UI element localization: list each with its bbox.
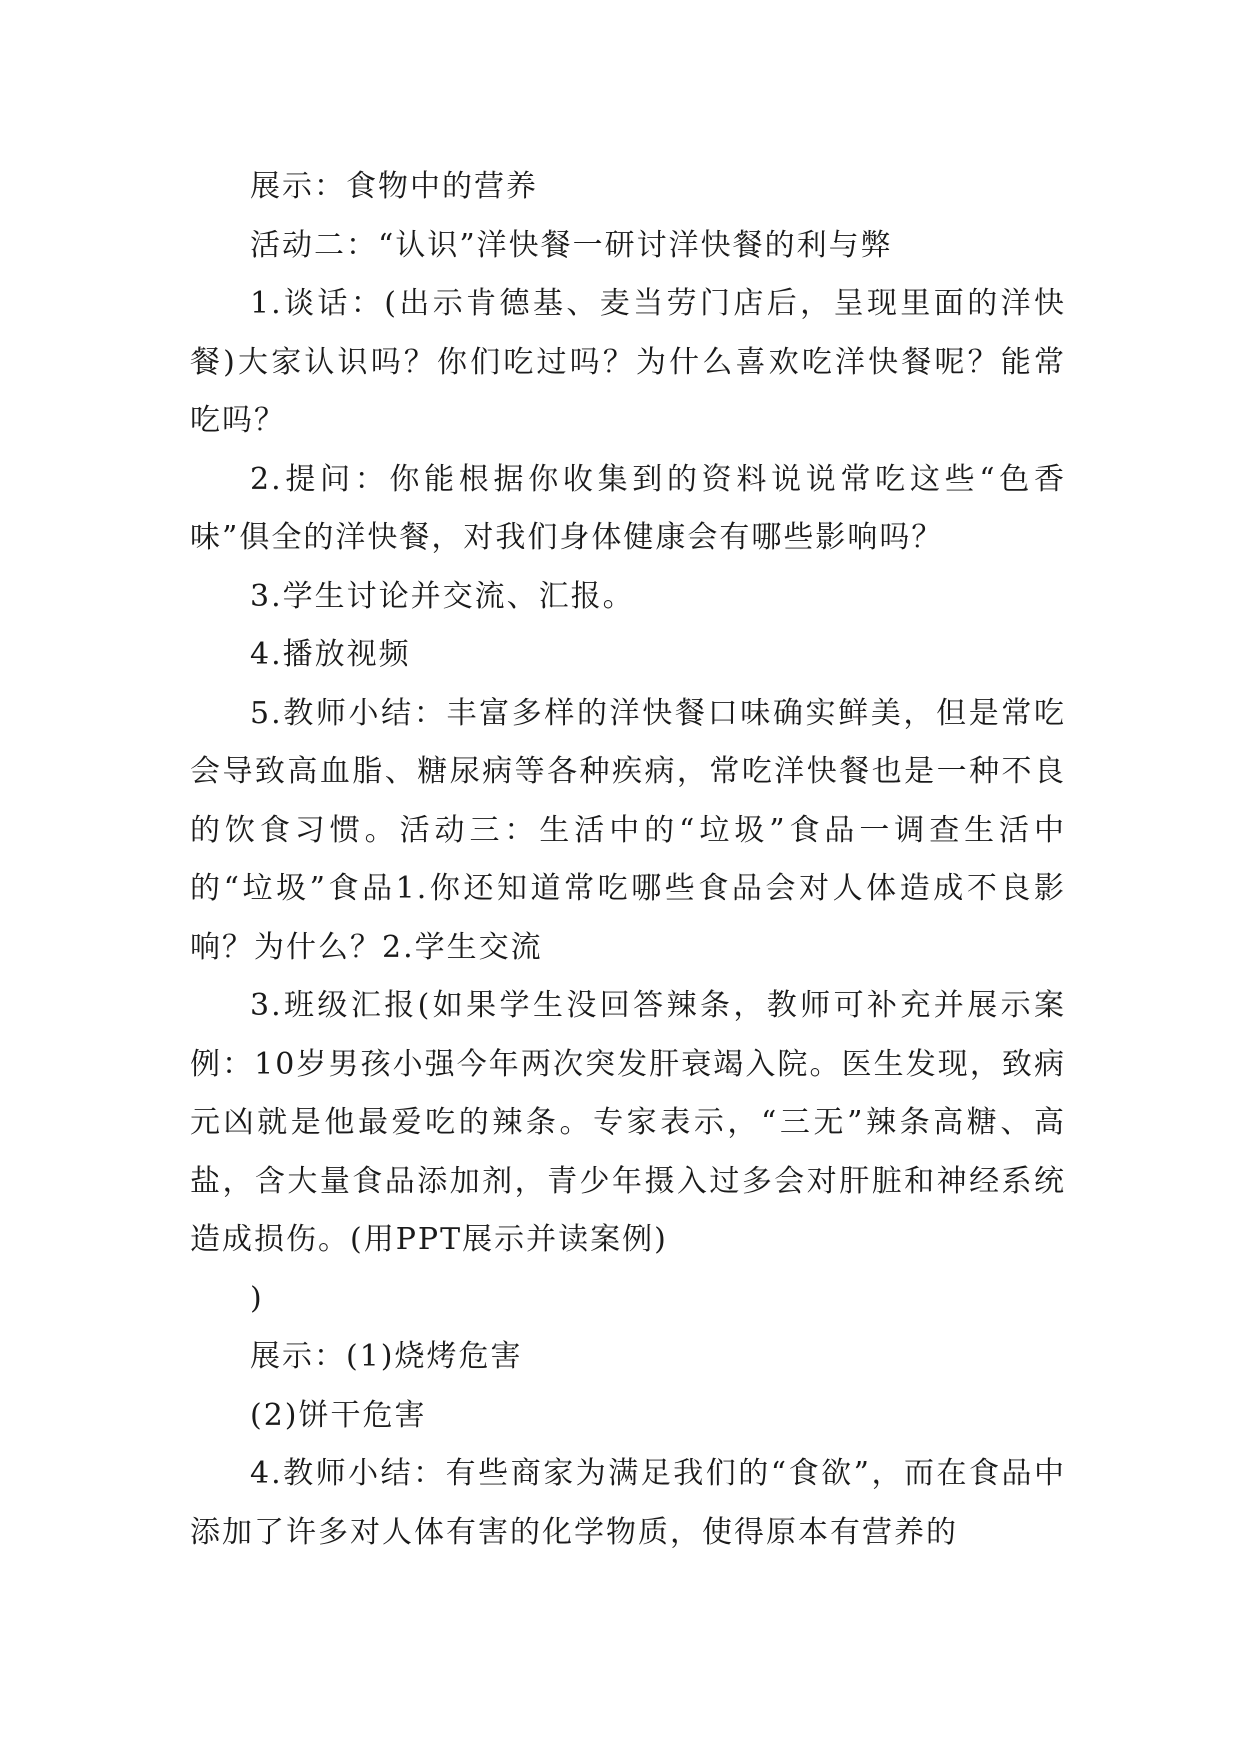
paragraph-step-talk: 1.谈话：(出示肯德基、麦当劳门店后，呈现里面的洋快餐)大家认识吗？你们吃过吗？为什么喜欢吃洋快餐呢？能常吃吗？: [190, 286, 1066, 438]
document-body: [190, 158, 1066, 1562]
paragraph-teacher-summary-two: 4.教师小结：有些商家为满足我们的“食欲”，而在食品中添加了许多对人体有害的化学物质，使得原本有营养的: [190, 1456, 1066, 1550]
paragraph-closing-paren: ): [250, 1280, 264, 1316]
paragraph-teacher-summary-one: 5.教师小结：丰富多样的洋快餐口味确实鲜美，但是常吃会导致高血脂、糖尿病等各种疾病，常吃洋快餐也是一种不良的饮食习惯。活动三：生活中的“垃圾”食品一调查生活中的“垃圾”食品1.你还知道常吃哪些食品会对人体造成不良影响？为什么？2.学生交流: [190, 695, 1066, 965]
paragraph-activity-two-heading: 活动二：“认识”洋快餐一研讨洋快餐的利与弊: [250, 227, 893, 263]
paragraph-step-video: 4.播放视频: [250, 637, 411, 672]
paragraph-class-report: 3.班级汇报(如果学生没回答辣条，教师可补充并展示案例：10岁男孩小强今年两次突发肝衰竭入院。医生发现，致病元凶就是他最爱吃的辣条。专家表示，“三无”辣条高糖、高盐，含大量食品添加剂，青少年摄入过多会对肝脏和神经系统造成损伤。(用PPT展示并读案例): [190, 988, 1066, 1257]
paragraph-display-biscuit-harm: (2)饼干危害: [250, 1397, 427, 1433]
paragraph-step-question: 2.提问：你能根据你收集到的资料说说常吃这些“色香味”俱全的洋快餐，对我们身体健康会有哪些影响吗？: [190, 461, 1066, 555]
paragraph-display-bbq-harm: 展示：(1)烧烤危害: [250, 1339, 523, 1374]
paragraph-step-discussion: 3.学生讨论并交流、汇报。: [250, 578, 635, 614]
paragraph-display-nutrition: 展示：食物中的营养: [250, 169, 538, 204]
